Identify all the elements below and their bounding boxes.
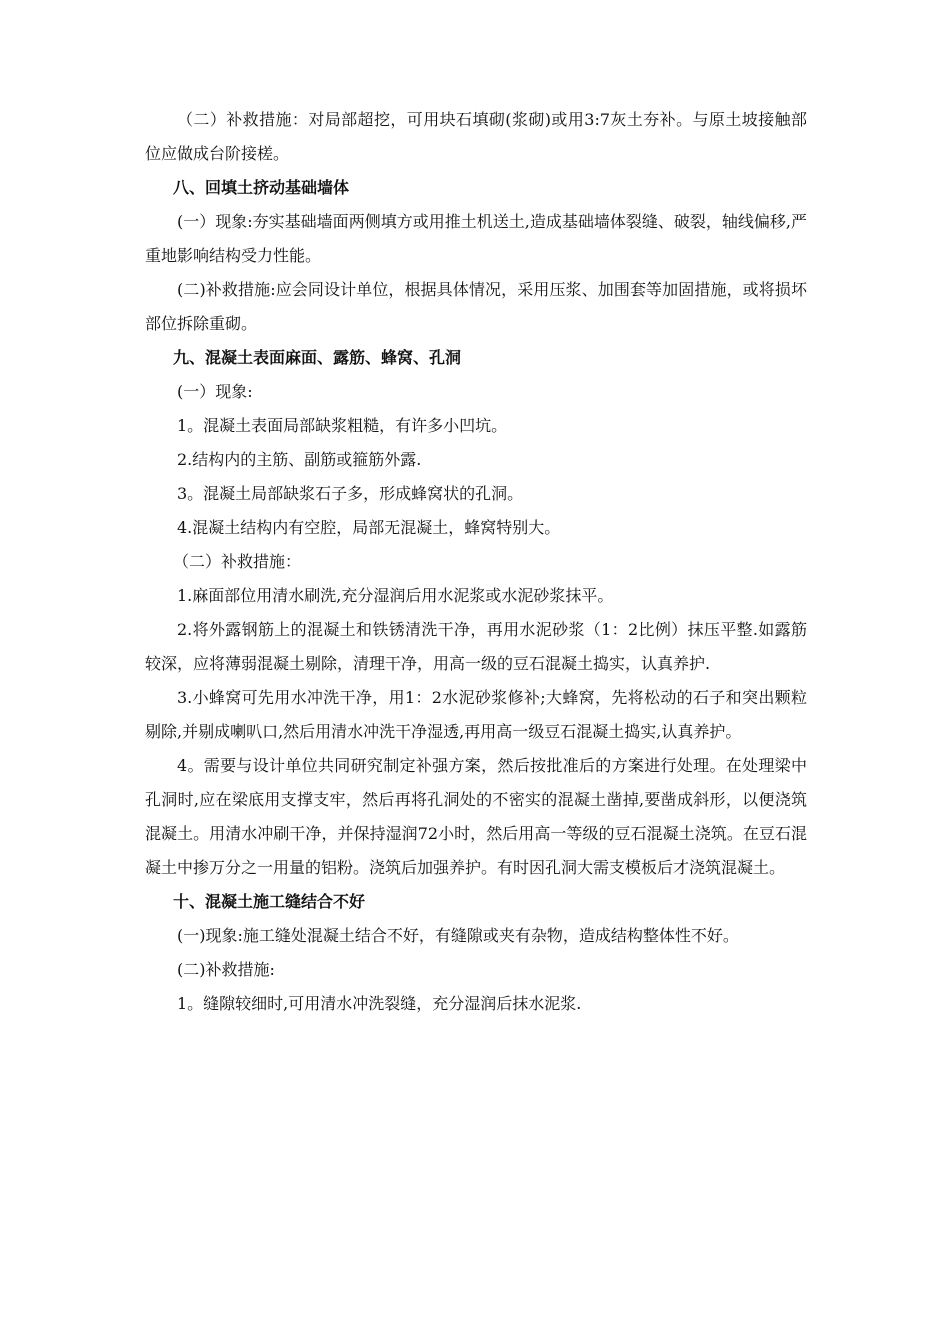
paragraph-remedy-9-title: （二）补救措施：	[173, 552, 302, 571]
paragraph-phenomenon-10: (一)现象:施工缝处混凝土结合不好，有缝隙或夹有杂物，造成结构整体性不好。	[177, 926, 739, 945]
list-item-9-2: 2.结构内的主筋、副筋或箍筋外露.	[177, 450, 422, 469]
list-item-9-1: 1。混凝土表面局部缺浆粗糙，有许多小凹坑。	[177, 416, 508, 435]
section-heading-9: 九、混凝土表面麻面、露筋、蜂窝、孔洞	[173, 348, 462, 367]
paragraph-remedy-8: (二)补救措施:应会同设计单位，根据具体情况，采用压浆、加围套等加固措施，或将损坏部位拆除重砌。	[145, 280, 807, 333]
list-item-9-4: 4.混凝土结构内有空腔，局部无混凝土，蜂窝特别大。	[177, 518, 561, 537]
remedy-item-10-1: 1。缝隙较细时,可用清水冲洗裂缝，充分湿润后抹水泥浆.	[177, 994, 582, 1013]
remedy-item-9-2: 2.将外露钢筋上的混凝土和铁锈清洗干净，再用水泥砂浆（1：2比例）抹压平整.如露筋较深，应将薄弱混凝土剔除，清理干净，用高一级的豆石混凝土捣实，认真养护.	[145, 620, 807, 673]
remedy-item-9-4: 4。需要与设计单位共同研究制定补强方案，然后按批准后的方案进行处理。在处理梁中孔洞时,应在梁底用支撑支牢，然后再将孔洞处的不密实的混凝土凿掉,要凿成斜形，以便浇筑混凝土。用清水冲刷干净，并保持湿润72小时，然后用高一等级的豆石混凝土浇筑。在豆石混凝土中掺万分之一用量的铝粉。浇筑后加强养护。有时因孔洞大需支模板后才浇筑混凝土。	[145, 756, 807, 877]
paragraph-phenomenon-9-title: (一）现象:	[177, 382, 253, 401]
document-page	[145, 103, 807, 1021]
paragraph-remedy-overdig: （二）补救措施：对局部超挖，可用块石填砌(浆砌)或用3:7灰土夯补。与原土坡接触部位应做成台阶接槎。	[145, 110, 807, 163]
list-item-9-3: 3。混凝土局部缺浆石子多，形成蜂窝状的孔洞。	[177, 484, 524, 503]
paragraph-remedy-10-title: (二)补救措施:	[177, 960, 275, 979]
section-heading-10: 十、混凝土施工缝结合不好	[173, 892, 366, 911]
remedy-item-9-3: 3.小蜂窝可先用水冲洗干净，用1：2水泥砂浆修补;大蜂窝，先将松动的石子和突出颗粒剔除,并剔成喇叭口,然后用清水冲洗干净湿透,再用高一级豆石混凝土捣实,认真养护。	[145, 688, 807, 741]
section-heading-8: 八、回填土挤动基础墙体	[173, 178, 350, 197]
paragraph-phenomenon-8: (一）现象:夯实基础墙面两侧填方或用推土机送土,造成基础墙体裂缝、破裂，轴线偏移,严重地影响结构受力性能。	[145, 212, 807, 265]
remedy-item-9-1: 1.麻面部位用清水刷洗,充分湿润后用水泥浆或水泥砂浆抹平。	[177, 586, 614, 605]
